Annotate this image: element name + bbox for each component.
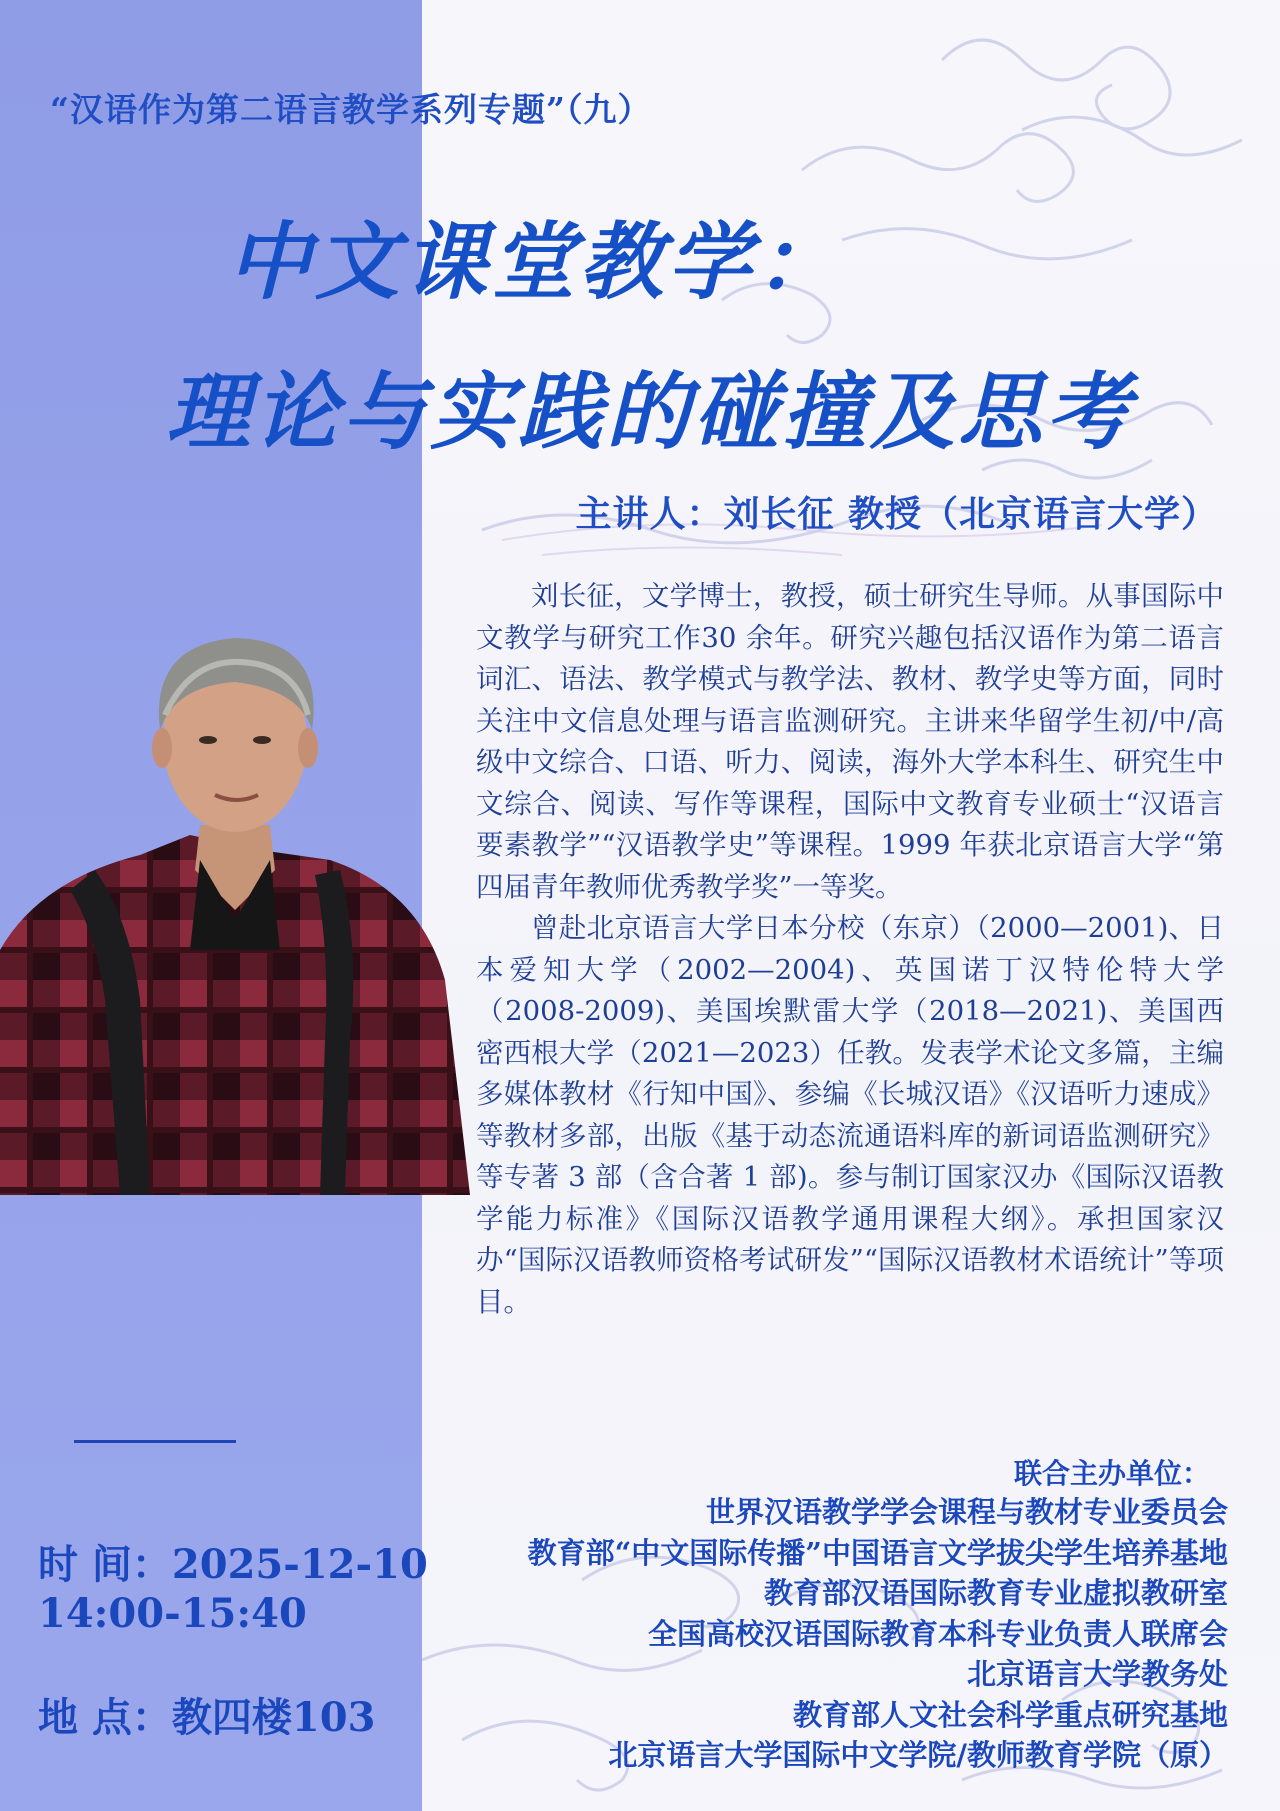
organizer-item: 教育部汉语国际教育专业虚拟教研室: [763, 1576, 1228, 1610]
organizer-item: 世界汉语教学学会课程与教材专业委员会: [705, 1495, 1228, 1529]
organizers-heading: 联合主办单位：: [1013, 1457, 1210, 1490]
speaker-line: 主讲人：刘长征 教授（北京语言大学）: [575, 493, 1218, 535]
divider-line: [74, 1440, 236, 1443]
organizer-item: 北京语言大学国际中文学院/教师教育学院（原）: [608, 1738, 1228, 1772]
main-title-line-2: 理论与实践的碰撞及思考: [165, 363, 1134, 461]
speaker-bio: [476, 576, 1224, 1323]
event-time-range: 14:00-15:40: [38, 1590, 307, 1637]
organizer-item: 教育部人文社会科学重点研究基地: [792, 1697, 1228, 1732]
bio-paragraph-1: 刘长征，文学博士，教授，硕士研究生导师。从事国际中文教学与研究工作30 余年。研究兴趣包括汉语作为第二语言词汇、语法、教学模式与教学法、教材、教学史等方面，同时关注中文信息处理与语言监测研究。主讲来华留学生初/中/高级中文综合、口语、听力、阅读，海外大学本科生、研究生中文综合、阅读、写作等课程，国际中文教育专业硕士“汉语言要素教学”“汉语教学史”等课程。1999 年获北京语言大学“第四届青年教师优秀教学奖”一等奖。: [476, 580, 1224, 903]
bio-paragraph-2: 曾赴北京语言大学日本分校（东京）（2000—2001)、日本爱知大学（2002—2004)、英国诺丁汉特伦特大学（2008-2009)、美国埃默雷大学（2018—2021)、美国西密西根大学（2021—2023）任教。发表学术论文多篇，主编多媒体教材《行知中国》、参编《长城汉语》《汉语听力速成》等教材多部，出版《基于动态流通语料库的新词语监测研究》等专著 3 部（含合著 1 部)。参与制订国家汉办《国际汉语教学能力标准》《国际汉语教学通用课程大纲》。承担国家汉办“国际汉语教师资格考试研发”“国际汉语教材术语统计”等项目。: [476, 912, 1224, 1318]
event-place: 地 点：教四楼103: [38, 1694, 376, 1741]
series-title: “汉语作为第二语言教学系列专题”（九）: [50, 90, 652, 129]
organizer-item: 教育部“中文国际传播”中国语言文学拔尖学生培养基地: [527, 1535, 1228, 1570]
organizers-list: [528, 1492, 1228, 1776]
organizer-item: 全国高校汉语国际教育本科专业负责人联席会: [647, 1616, 1228, 1651]
organizer-item: 北京语言大学教务处: [966, 1657, 1228, 1691]
speaker-photo: [0, 620, 470, 1195]
event-date: 时 间：2025-12-10: [38, 1541, 428, 1588]
main-title-line-1: 中文课堂教学：: [226, 213, 843, 311]
